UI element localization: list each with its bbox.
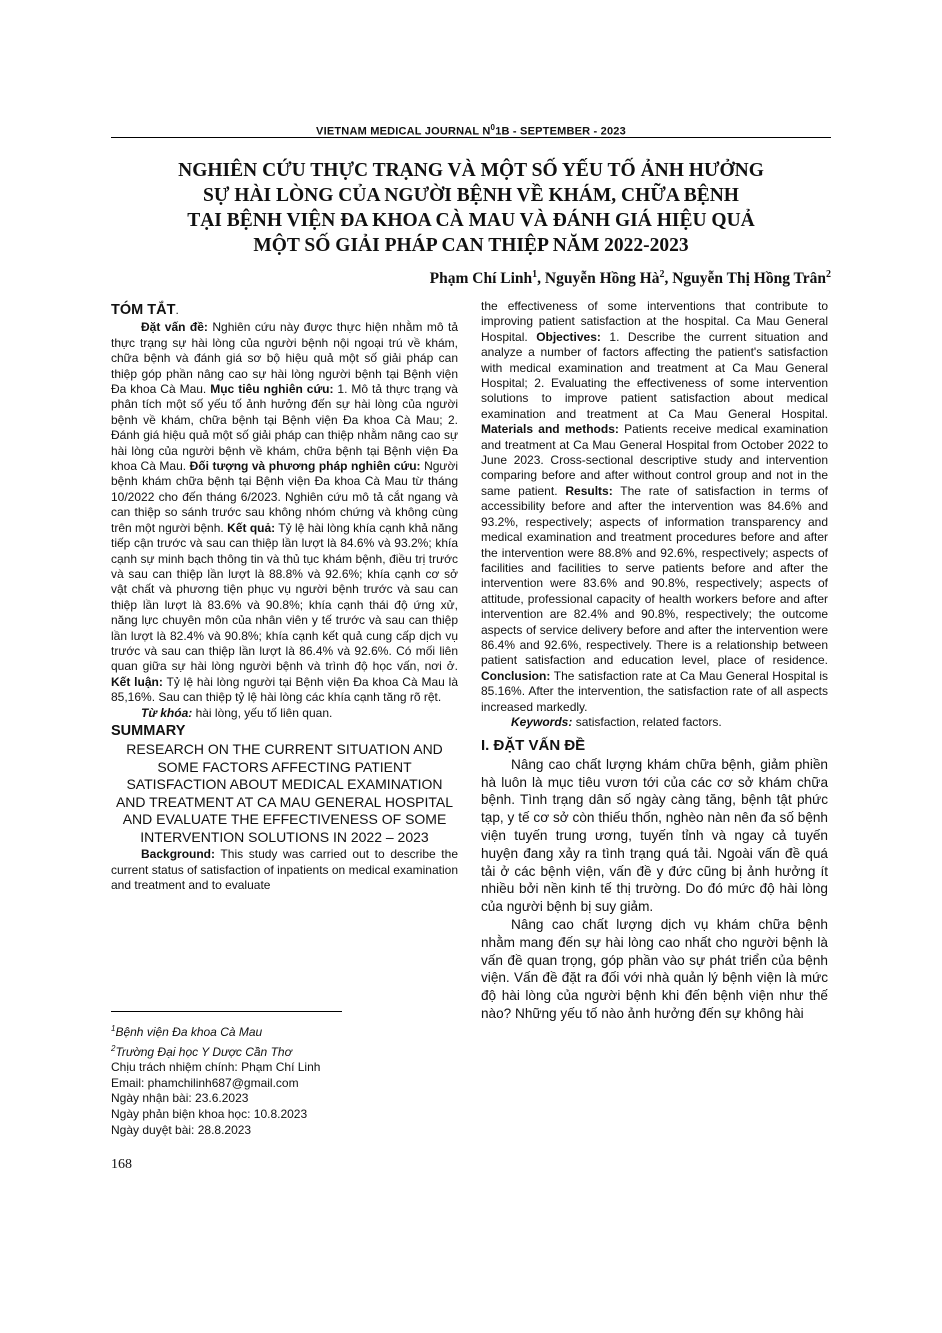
article-title [111, 158, 831, 258]
abstract-vi-concl-label: Kết luận: [111, 674, 163, 689]
abstract-vi-concl-text: Tỷ lệ hài lòng người tại Bệnh viện Đa khoa Cà Mau là 85,16%. Sau can thiệp tỷ lệ hài lòng các khía cạnh tăng rõ rệt. [111, 674, 458, 705]
title-line-2: SỰ HÀI LÒNG CỦA NGƯỜI BỆNH VỀ KHÁM, CHỮA BỆNH [203, 185, 739, 206]
summary-bg-left [111, 847, 458, 893]
author-3: Nguyễn Thị Hồng Trân [672, 270, 826, 288]
abstract-vi-kw-text: hài lòng, yếu tố liên quan. [192, 705, 333, 720]
summary-method-text: Patients receive medical examination and treatment at Ca Mau General Hospital from October 2022 to June 2023. Cross-sectional descriptive study and intervention comparing before and after without control group and not in the same patient. [481, 422, 828, 498]
author-1: Phạm Chí Linh [429, 270, 533, 288]
abstract-vi-obj-text: 1. Mô tả thực trạng và phân tích một số yếu tố ảnh hưởng đến sự hài lòng của người bệnh về khám, chữa bệnh tại Bệnh viện Đa khoa Cà Mau; 2. Đánh giá hiệu quả một số giải pháp can thiệp nhằm nâng cao sự hài lòng của người bệnh về khám, chữa bệnh tại Bệnh viện Đa khoa Cà Mau. [111, 382, 458, 474]
summary-keywords [481, 715, 828, 730]
summary-obj-text: 1. Describe the current situation and analyze a number of factors affecting the patient's satisfaction with medical examination and treatment at Ca Mau General Hospital; 2. Evaluating the effectiveness of some intervention solutions to improve patient satisfaction about medical examination and treatment at Ca Mau General Hospital. [481, 329, 828, 421]
left-column [111, 301, 458, 894]
abstract-vi-bg-label: Đặt vấn đề: [141, 320, 208, 335]
abstract-vi-heading: TÓM TẮT. [111, 302, 179, 318]
journal-header-sup: 0 [490, 123, 496, 132]
footnotes [111, 1021, 458, 1138]
summary-title: RESEARCH ON THE CURRENT SITUATION AND SOME FACTORS AFFECTING PATIENT SATISFACTION ABOUT MEDICAL EXAMINATION AND TREATMENT AT CA MAU GENERAL HOSPITAL AND EVALUATE THE EFFECTIVENESS OF SOME INTERVENTION SOLUTIONS IN 2022 – 2023 [115, 741, 454, 845]
header-rule [111, 137, 831, 138]
summary-body [481, 299, 828, 715]
journal-header-pre: VIETNAM MEDICAL JOURNAL N [316, 125, 491, 138]
abstract-vi-bg-text: Nghiên cứu này được thực hiện nhằm mô tả thực trạng sự hài lòng của người bệnh nội ngoại trú về khám, chữa bệnh và đánh giá sơ bộ hiệu quả một số giải pháp can thiệp góp phần nâng cao sự hài lòng người bệnh tại Bệnh viện Đa khoa Cà Mau. [111, 320, 458, 397]
title-line-3: TẠI BỆNH VIỆN ĐA KHOA CÀ MAU VÀ ĐÁNH GIÁ HIỆU QUẢ [187, 210, 755, 231]
author-3-affil: 2 [826, 269, 831, 280]
intro-paragraph-2: Nâng cao chất lượng dịch vụ khám chữa bệnh nhằm mang đến sự hài lòng cao nhất cho người bệnh là vấn đề quan trọng, góp phần vào sự phát triển của bệnh viện. Vấn đề đặt ra đối với nhà quản lý bệnh viện là mức độ hài lòng của người bệnh khi đến bệnh viện như thế nào? Những yếu tố nào ảnh hưởng đến sự không hài [481, 916, 828, 1021]
summary-bg-text-right: the effectiveness of some interventions that contribute to improving patient satisfaction at the hospital. Ca Mau General Hospital. [481, 299, 828, 344]
abstract-vi-body [111, 320, 458, 705]
summary-kw-text: satisfaction, related factors. [572, 714, 722, 729]
corresponding-email: Email: phamchilinh687@gmail.com [111, 1075, 299, 1090]
journal-header-post: 1B - SEPTEMBER - 2023 [495, 125, 626, 138]
abstract-vi-obj-label: Mục tiêu nghiên cứu: [210, 382, 334, 397]
abstract-vi-kw-label: Từ khóa: [141, 705, 193, 720]
summary-heading: SUMMARY [111, 722, 186, 739]
affiliation-1: $^1$Bệnh viện Đa khoa Cà Mau [111, 1024, 263, 1039]
right-column [481, 299, 828, 1023]
title-line-1: NGHIÊN CỨU THỰC TRẠNG VÀ MỘT SỐ YẾU TỐ ẢNH HƯỞNG [178, 160, 764, 181]
author-2: Nguyễn Hồng Hà [544, 270, 660, 288]
summary-kw-label: Keywords: [511, 714, 573, 729]
date-reviewed: Ngày phản biện khoa học: 10.8.2023 [111, 1106, 308, 1121]
date-accepted: Ngày duyệt bài: 28.8.2023 [111, 1122, 252, 1137]
abstract-vi-method-label: Đối tượng và phương pháp nghiên cứu: [189, 459, 421, 474]
date-received: Ngày nhận bài: 23.6.2023 [111, 1091, 249, 1106]
footnote-rule [111, 1011, 342, 1012]
abstract-vi-keywords [111, 706, 458, 721]
summary-obj-label: Objectives: [536, 329, 601, 344]
author-2-affil: 2 [659, 269, 665, 280]
abstract-vi-result-label: Kết quả: [227, 520, 276, 535]
corresponding-author: Chịu trách nhiệm chính: Phạm Chí Linh [111, 1060, 321, 1075]
abstract-vi-method-text: Người bệnh khám chữa bệnh tại Bệnh viện Đa khoa Cà Mau từ tháng 10/2022 cho đến tháng 6/2023. Nghiên cứu mô tả cắt ngang và can thiệp so sánh trước sau không nhóm chứng và không cùng trên một người bệnh. [111, 459, 458, 535]
intro-paragraph-1: Nâng cao chất lượng khám chữa bệnh, giảm phiền hà luôn là mục tiêu vươn tới của các cơ sở khám chữa bệnh. Tình trạng dân số ngày càng tăng, bệnh tật phức tạp, y tế cơ sở còn thiếu thốn, nghèo nàn nên đa số bệnh viện tuyến trung ương, tuyến tỉnh và ngay cả tuyến huyện đang xảy ra tình trạng quá tải. Ngoài vấn đề quá tải ở các bệnh viện, vấn đề y đức cũng bị ảnh hưởng ít nhiều bởi nền kinh tế thị trường. Do đó mức độ hài lòng của người bệnh bị suy giảm. [481, 756, 828, 915]
author-list: Phạm Chí Linh$^1$, Nguyễn Hồng $Hà^2$, Nguyễn Thị Hồng Trân$^2$ [429, 269, 831, 288]
summary-result-text: The rate of satisfaction in terms of accessibility before and after the intervention was 84.6% and 93.2%, respectively; aspects of information transparency and medical examination and treatment procedures before and after the intervention were 88.8% and 92.6%, respectively; aspects of facilities and facilities to serve patients before and after the intervention were 83.6% and 90.8%, respectively; aspects of attitude, professional capacity of health workers before and after intervention are 82.4% and 90.8%, respectively; the outcome aspects of service delivery before and after the intervention were 86.4% and 92.6%, respectively. There is a relationship between patient satisfaction and education level, place of residence. [481, 483, 828, 668]
summary-concl-label: Conclusion: [481, 668, 551, 683]
summary-result-label: Results: [565, 483, 613, 498]
author-1-affil: 1 [532, 269, 538, 280]
intro-heading: I. ĐẶT VẤN ĐỀ [481, 737, 586, 755]
summary-bg-text-left: This study was carried out to describe the current status of satisfaction of inpatients on medical examination and treatment and to evaluate [111, 847, 458, 893]
summary-bg-label: Background: [141, 847, 216, 862]
abstract-vi-result-text: Tỷ lệ hài lòng khía cạnh khả năng tiếp cận trước và sau can thiệp lần lượt là 84.6% và 93.2%; khía cạnh sự minh bạch thông tin và thủ tục khám bệnh, điều trị trước và sau can thiệp lần lượt là 88.8% và 92.6%; khía cạnh cơ sở vật chất và phương tiện phục vụ người bệnh trước và sau can thiệp lần lượt là 83.6% và 90.8%; khía cạnh thái độ ứng xử, năng lực chuyên môn của nhân viên y tế trước và sau can thiệp lần lượt là 82.4% và 90.8%; khía cạnh kết quả cung cấp dịch vụ trước và sau can thiệp lần lượt là 86.4% và 92.6%. Có mối liên quan giữa sự hài lòng người bệnh và trình độ học vấn, nơi ở. [111, 520, 458, 674]
journal-header [111, 123, 831, 138]
affiliation-2: $^2$Trường Đại học Y Dược Cần Thơ [111, 1043, 292, 1059]
summary-concl-text: The satisfaction rate at Ca Mau General Hospital is 85.16%. After the intervention, the satisfaction rate of all aspects increased markedly. [481, 668, 828, 714]
page-number: 168 [111, 1157, 132, 1172]
title-line-4: MỘT SỐ GIẢI PHÁP CAN THIỆP NĂM 2022-2023 [253, 235, 689, 256]
summary-method-label: Materials and methods: [481, 422, 619, 437]
